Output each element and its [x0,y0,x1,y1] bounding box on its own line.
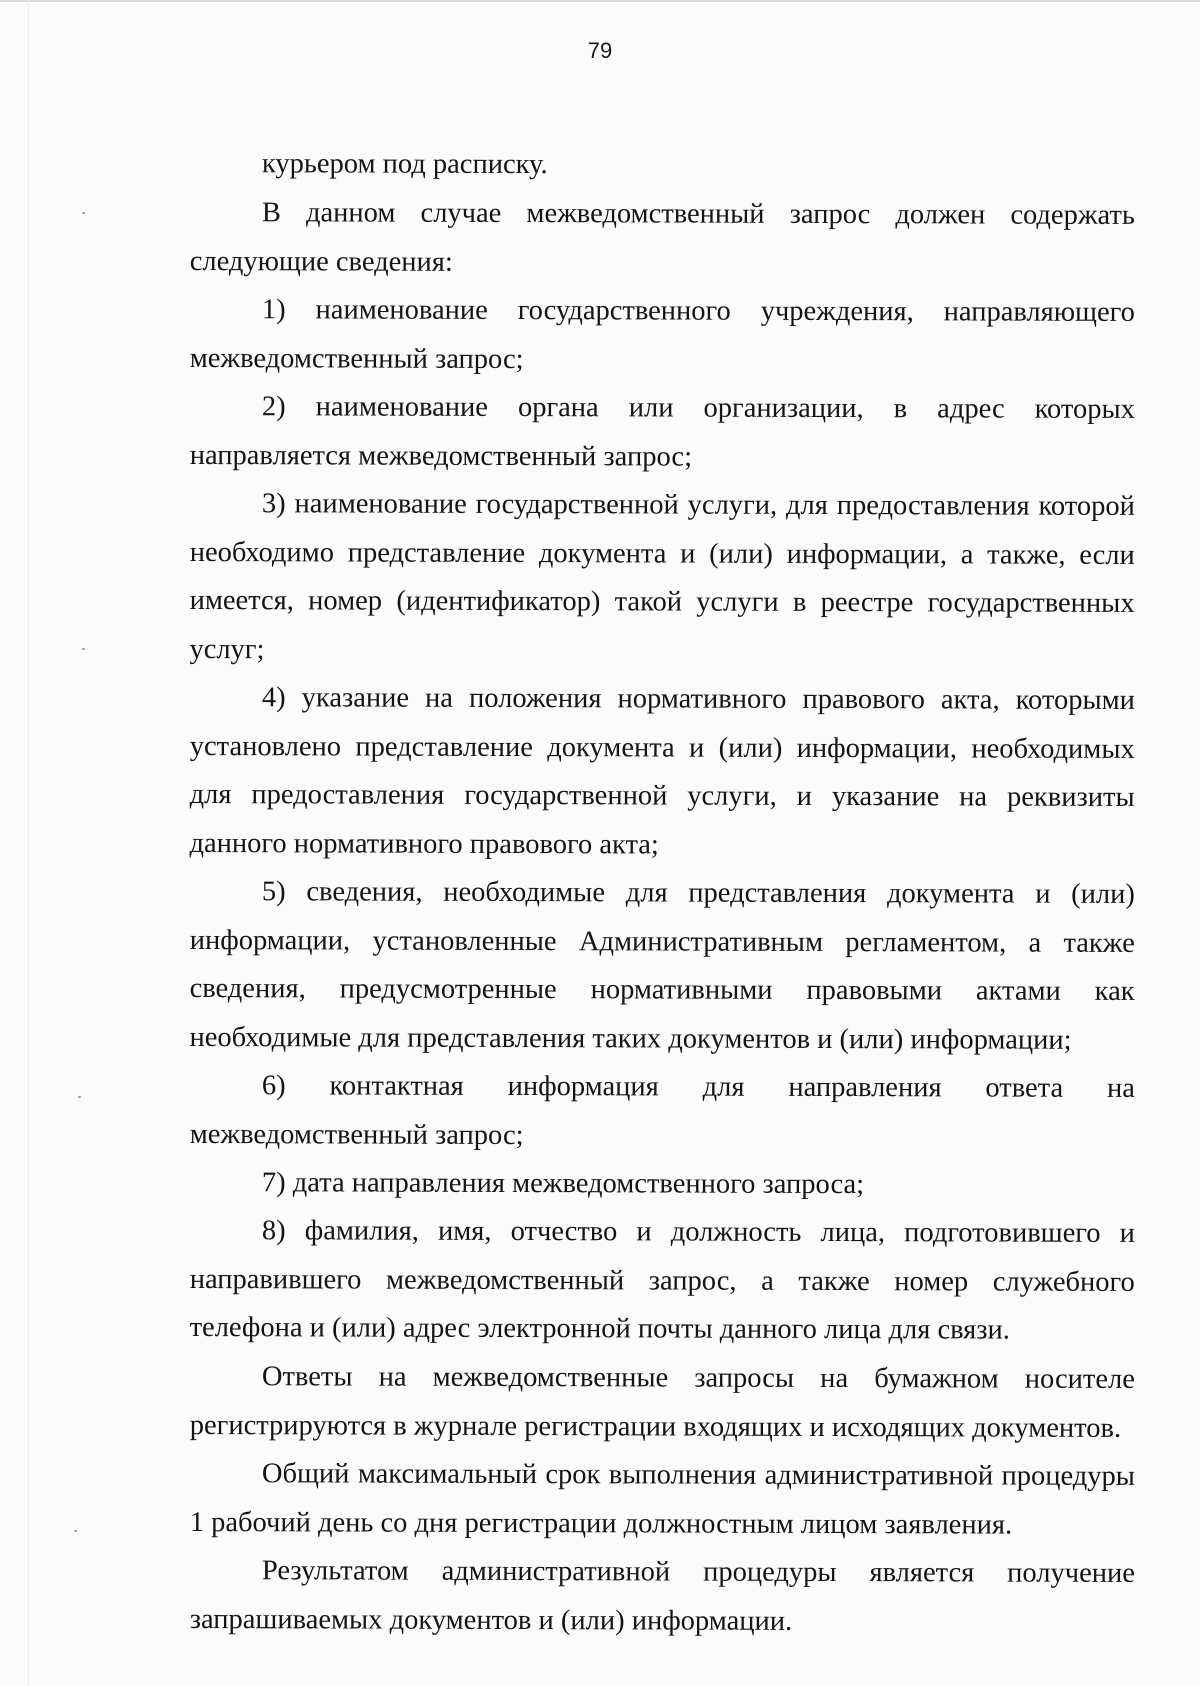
paragraph-deadline: Общий максимальный срок выполнения административной процедуры 1 рабочий день со дня регистрации должностным лицом заявления. [189,1457,1135,1540]
paragraph-responses: Ответы на межведомственные запросы на бумажном носителе регистрируются в журнале регистрации входящих и исходящих документов. [189,1360,1135,1443]
document-body [190,140,1135,1644]
scan-speck [82,212,85,214]
paragraph-result: Результатом административной процедуры является получение запрашиваемых документов и (или) информации. [189,1554,1135,1636]
list-item-4: 4) указание на положения нормативного правового акта, которыми установлено представление документа и (или) информации, необходимых для предоставления государственной услуги, и указание на реквизиты данного нормативного правового акта; [189,681,1135,860]
list-item-2: 2) наименование органа или организации, в адрес которых направляется межведомственный запрос; [189,390,1135,472]
scan-speck [74,1530,77,1532]
list-item-3: 3) наименование государственной услуги, для предоставления которой необходимо представление документа и (или) информации, а также, если имеется, номер (идентификатор) такой услуги в реестре государственных услуг; [189,487,1135,665]
scan-speck [82,648,85,650]
top-border-line [0,0,1200,2]
left-margin-line [28,0,29,1686]
page-number: 79 [587,38,613,63]
list-item-6: 6) контактная информация для направления ответа на межведомственный запрос; [189,1069,1135,1151]
paragraph-request-contents: В данном случае межведомственный запрос должен содержать следующие сведения: [189,196,1135,277]
paragraph-continuation: курьером под расписку. [261,148,548,181]
list-item-7: 7) дата направления межведомственного запроса; [261,1166,865,1200]
list-item-8: 8) фамилия, имя, отчество и должность лица, подготовившего и направившего межведомственный запрос, а также номер служебного телефона и (или) адрес электронной почты данного лица для связи. [189,1215,1135,1346]
list-item-5: 5) сведения, необходимые для представления документа и (или) информации, установленные Административным регламентом, а также сведения, предусмотренные нормативными правовыми актами как необходимые для представления таких документов и (или) информации; [189,875,1135,1055]
scan-speck [78,1096,81,1098]
list-item-1: 1) наименование государственного учреждения, направляющего межведомственный запрос; [189,293,1135,375]
